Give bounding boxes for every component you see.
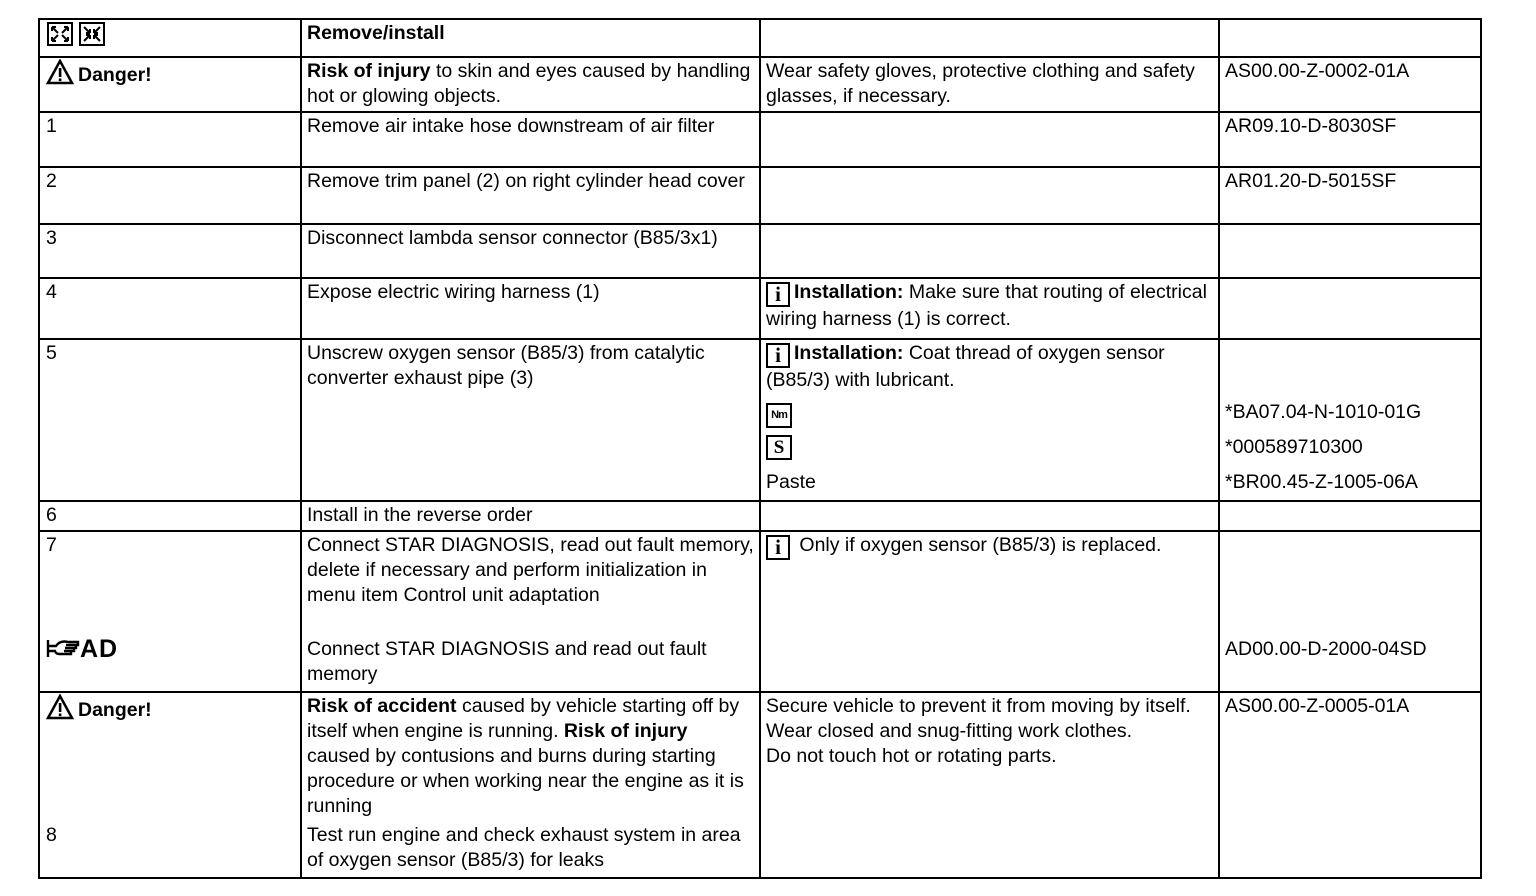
step-text: Remove trim panel (2) on right cylinder head cover: [301, 167, 760, 224]
danger-label: Danger!: [78, 64, 152, 86]
risk-title: Risk of accident: [307, 695, 457, 717]
torque-nm-icon: Nm: [766, 403, 792, 428]
header-title-cell: [301, 19, 760, 57]
paste-ref[interactable]: *BR00.45-Z-1005-06A: [1225, 471, 1418, 493]
ad-marker: AD: [46, 637, 295, 664]
safety-note: Wear safety gloves, protective clothing and safety glasses, if necessary.: [760, 57, 1219, 112]
safety-note: Do not touch hot or rotating parts.: [766, 745, 1057, 767]
step-row: [39, 112, 1481, 167]
risk-title: Risk of injury: [563, 720, 688, 742]
header-row: [39, 19, 1481, 57]
step-text: Unscrew oxygen sensor (B85/3) from catalytic converter exhaust pipe (3): [301, 339, 760, 501]
danger-label: Danger!: [78, 699, 152, 721]
torque-ref[interactable]: *BA07.04-N-1010-01G: [1225, 401, 1422, 423]
special-tool-icon: S: [766, 435, 792, 460]
header-title: Remove/install: [307, 22, 445, 44]
document-ref[interactable]: AR01.20-D-5015SF: [1219, 167, 1481, 224]
expand-collapse-icons[interactable]: [46, 21, 106, 47]
installation-note: Coat thread of oxygen sensor (B85/3) with lubricant.: [766, 342, 1165, 391]
step-number: 2: [39, 167, 301, 224]
tool-ref[interactable]: *000589710300: [1225, 436, 1363, 458]
risk-title: Risk of injury: [307, 60, 431, 82]
step-row: [39, 278, 1481, 339]
safety-note: Wear closed and snug-fitting work clothes.: [766, 720, 1132, 742]
paste-label: Paste: [766, 471, 816, 493]
step-row: [39, 224, 1481, 278]
step-number: 1: [39, 112, 301, 167]
warning-triangle-icon: [46, 694, 74, 727]
document-ref[interactable]: AR09.10-D-8030SF: [1219, 112, 1481, 167]
safety-note: Secure vehicle to prevent it from moving by itself.: [766, 695, 1191, 717]
document-ref[interactable]: AS00.00-Z-0002-01A: [1219, 57, 1481, 112]
step-row: [39, 501, 1481, 531]
step-number: 5: [39, 339, 301, 501]
info-icon: i: [766, 282, 790, 307]
pointing-hand-icon: [46, 637, 80, 659]
step-number: 6: [39, 501, 301, 531]
ad-step-text: Connect STAR DIAGNOSIS and read out fault memory: [307, 638, 707, 685]
step-text: Install in the reverse order: [301, 501, 760, 531]
step-number: 7: [46, 534, 57, 556]
installation-note: Make sure that routing of electrical wiring harness (1) is correct.: [766, 281, 1207, 330]
risk-text: to skin and eyes caused by handling hot or glowing objects.: [307, 60, 751, 107]
procedure-table: [38, 18, 1482, 879]
step-text: Test run engine and check exhaust system in area of oxygen sensor (B85/3) for leaks: [307, 824, 741, 871]
step-number: 8: [46, 824, 57, 846]
installation-label: Installation:: [794, 342, 904, 364]
warning-triangle-icon: [46, 59, 74, 92]
danger-row-2: Danger! 8 Risk of accident caused by vehicle starting off by itself when engine is running. Risk of injury caused by contusions and burns during starting procedure or when working near the engine as it is running Test run engine and check exhaust system in area of oxygen sensor (B85/3) for leaks Secure vehicle to prevent it from moving by itself. Wear closed and snug-fitting work clothes. Do not touch hot or rotating parts. AS00.00-Z-0005-01A: [39, 692, 1481, 878]
step-row: [39, 531, 1481, 692]
step-row: [39, 339, 1481, 501]
step-number: 4: [39, 278, 301, 339]
document-ref[interactable]: AS00.00-Z-0005-01A: [1219, 692, 1481, 878]
info-icon: i: [766, 343, 790, 368]
step-row: [39, 167, 1481, 224]
step-text: Disconnect lambda sensor connector (B85/3x1): [301, 224, 760, 278]
step-text: Connect STAR DIAGNOSIS, read out fault memory, delete if necessary and perform initialization in menu item Control unit adaptation: [307, 534, 754, 606]
condition-note: Only if oxygen sensor (B85/3) is replaced.: [794, 534, 1162, 556]
collapse-icon[interactable]: [80, 23, 104, 45]
installation-label: Installation:: [794, 281, 904, 303]
step-text: Expose electric wiring harness (1): [301, 278, 760, 339]
step-number: 3: [39, 224, 301, 278]
expand-icon[interactable]: [48, 23, 72, 45]
step-text: Remove air intake hose downstream of air filter: [301, 112, 760, 167]
header-icons-cell: [39, 19, 301, 57]
info-icon: i: [766, 535, 790, 560]
danger-row-1: [39, 57, 1481, 112]
document-ref[interactable]: AD00.00-D-2000-04SD: [1225, 638, 1427, 660]
